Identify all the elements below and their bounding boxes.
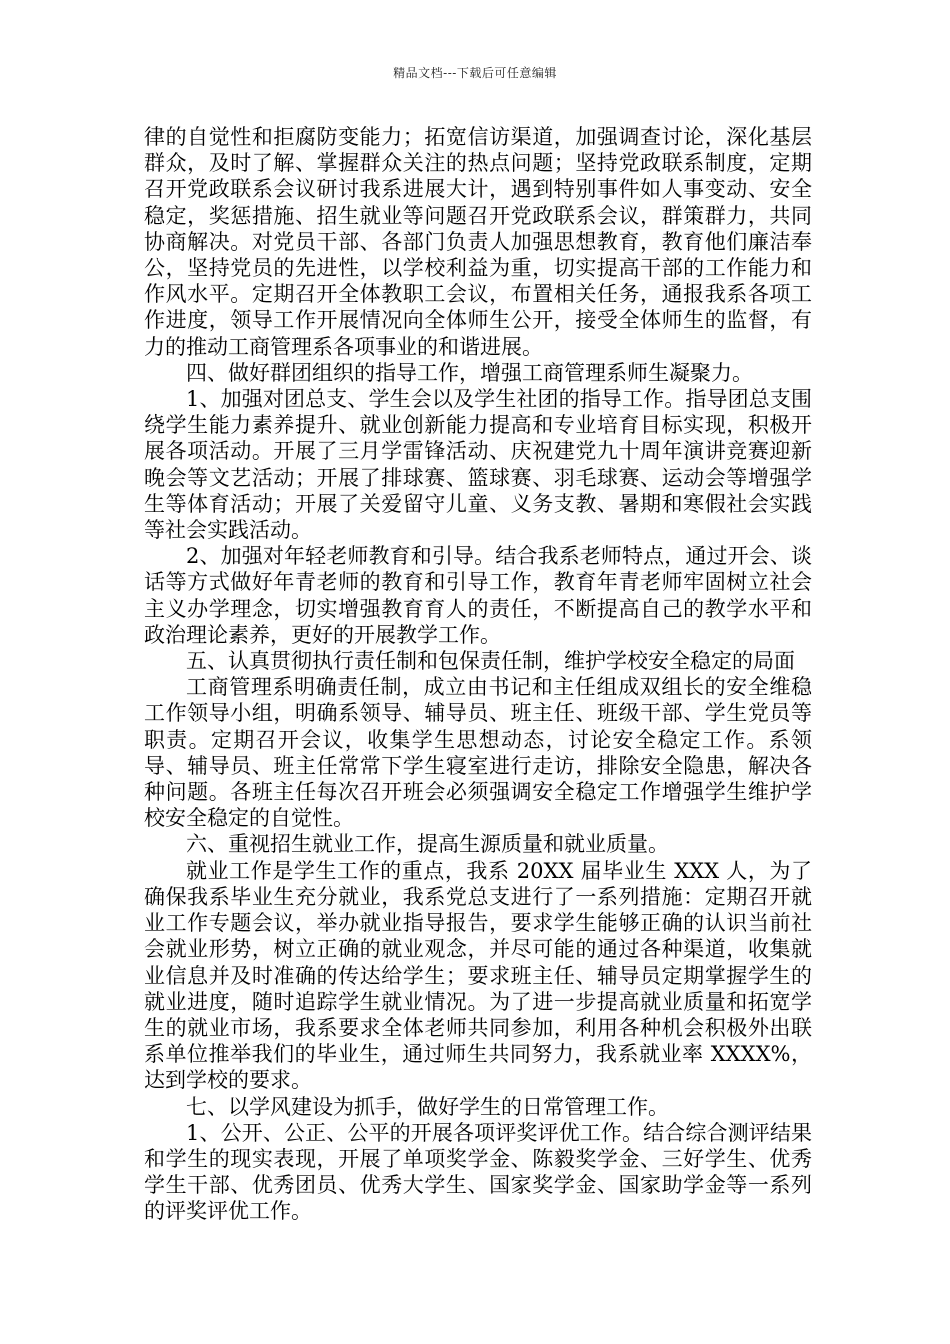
paragraph: 就业工作是学生工作的重点，我系 20XX 届毕业生 XXX 人，为了确保我系毕业生充分就业，我系党总支进行了一系列措施：定期召开就业工作专题会议，举办就业指导报告，要求学生能够正确的认识当前社会就业形势，树立正确的就业观念，并尽可能的通过各种渠道，收集就业信息并及时准确的传达给学生；要求班主任、辅导员定期掌握学生的就业进度，随时追踪学生就业情况。为了进一步提高就业质量和拓宽学生的就业市场，我系要求全体老师共同参加，利用各种机会积极外出联系单位推举我们的毕业生，通过师生共同努力，我系就业率 XXXX%，达到学校的要求。 [144, 858, 812, 1093]
section-heading: 五、认真贯彻执行责任制和包保责任制，维护学校安全稳定的局面 [186, 649, 795, 674]
paragraph: 1、加强对团总支、学生会以及学生社团的指导工作。指导团总支围绕学生能力素养提升、就业创新能力提高和专业培育目标实现，积极开展各项活动。开展了三月学雷锋活动、庆祝建党九十周年演讲竞赛迎新晚会等文艺活动；开展了排球赛、篮球赛、羽毛球赛、运动会等增强学生等体育活动；开展了关爱留守儿童、义务支教、暑期和寒假社会实践等社会实践活动。 [144, 387, 812, 543]
section-heading: 六、重视招生就业工作，提高生源质量和就业质量。 [186, 832, 669, 857]
section-heading: 七、以学风建设为抓手，做好学生的日常管理工作。 [186, 1094, 669, 1119]
paragraph: 2、加强对年轻老师教育和引导。结合我系老师特点，通过开会、谈话等方式做好年青老师的教育和引导工作，教育年青老师牢固树立社会主义办学理念，切实增强教育育人的责任，不断提高自己的教学水平和政治理论素养，更好的开展教学工作。 [144, 544, 812, 647]
paragraph: 1、公开、公正、公平的开展各项评奖评优工作。结合综合测评结果和学生的现实表现，开展了单项奖学金、陈毅奖学金、三好学生、优秀学生干部、优秀团员、优秀大学生、国家奖学金、国家助学金等一系列的评奖评优工作。 [144, 1120, 812, 1224]
paragraph: 工商管理系明确责任制，成立由书记和主任组成双组长的安全维稳工作领导小组，明确系领导、辅导员、班主任、班级干部、学生党员等职责。定期召开会议，收集学生思想动态，讨论安全稳定工作。系领导、辅导员、班主任常常下学生寝室进行走访，排除安全隐患，解决各种问题。各班主任每次召开班会必须强调安全稳定工作增强学生维护学校安全稳定的自觉性。 [144, 675, 812, 831]
paragraph: 律的自觉性和拒腐防变能力；拓宽信访渠道，加强调查讨论，深化基层群众，及时了解、掌握群众关注的热点问题；坚持党政联系制度，定期召开党政联系会议研讨我系进展大计，遇到特别事件如人事变动、安全稳定，奖惩措施、招生就业等问题召开党政联系会议，群策群力，共同协商解决。对党员干部、各部门负责人加强思想教育，教育他们廉洁奉公，坚持党员的先进性，以学校利益为重，切实提高干部的工作能力和作风水平。定期召开全体教职工会议，布置相关任务，通报我系各项工作进度，领导工作开展情况向全体师生公开，接受全体师生的监督，有力的推动工商管理系各项事业的和谐进展。 [144, 125, 812, 359]
page-header: 精品文档---下载后可任意编辑 [393, 66, 557, 80]
document-body [144, 124, 812, 1225]
section-heading: 四、做好群团组织的指导工作，增强工商管理系师生凝聚力。 [186, 360, 753, 385]
